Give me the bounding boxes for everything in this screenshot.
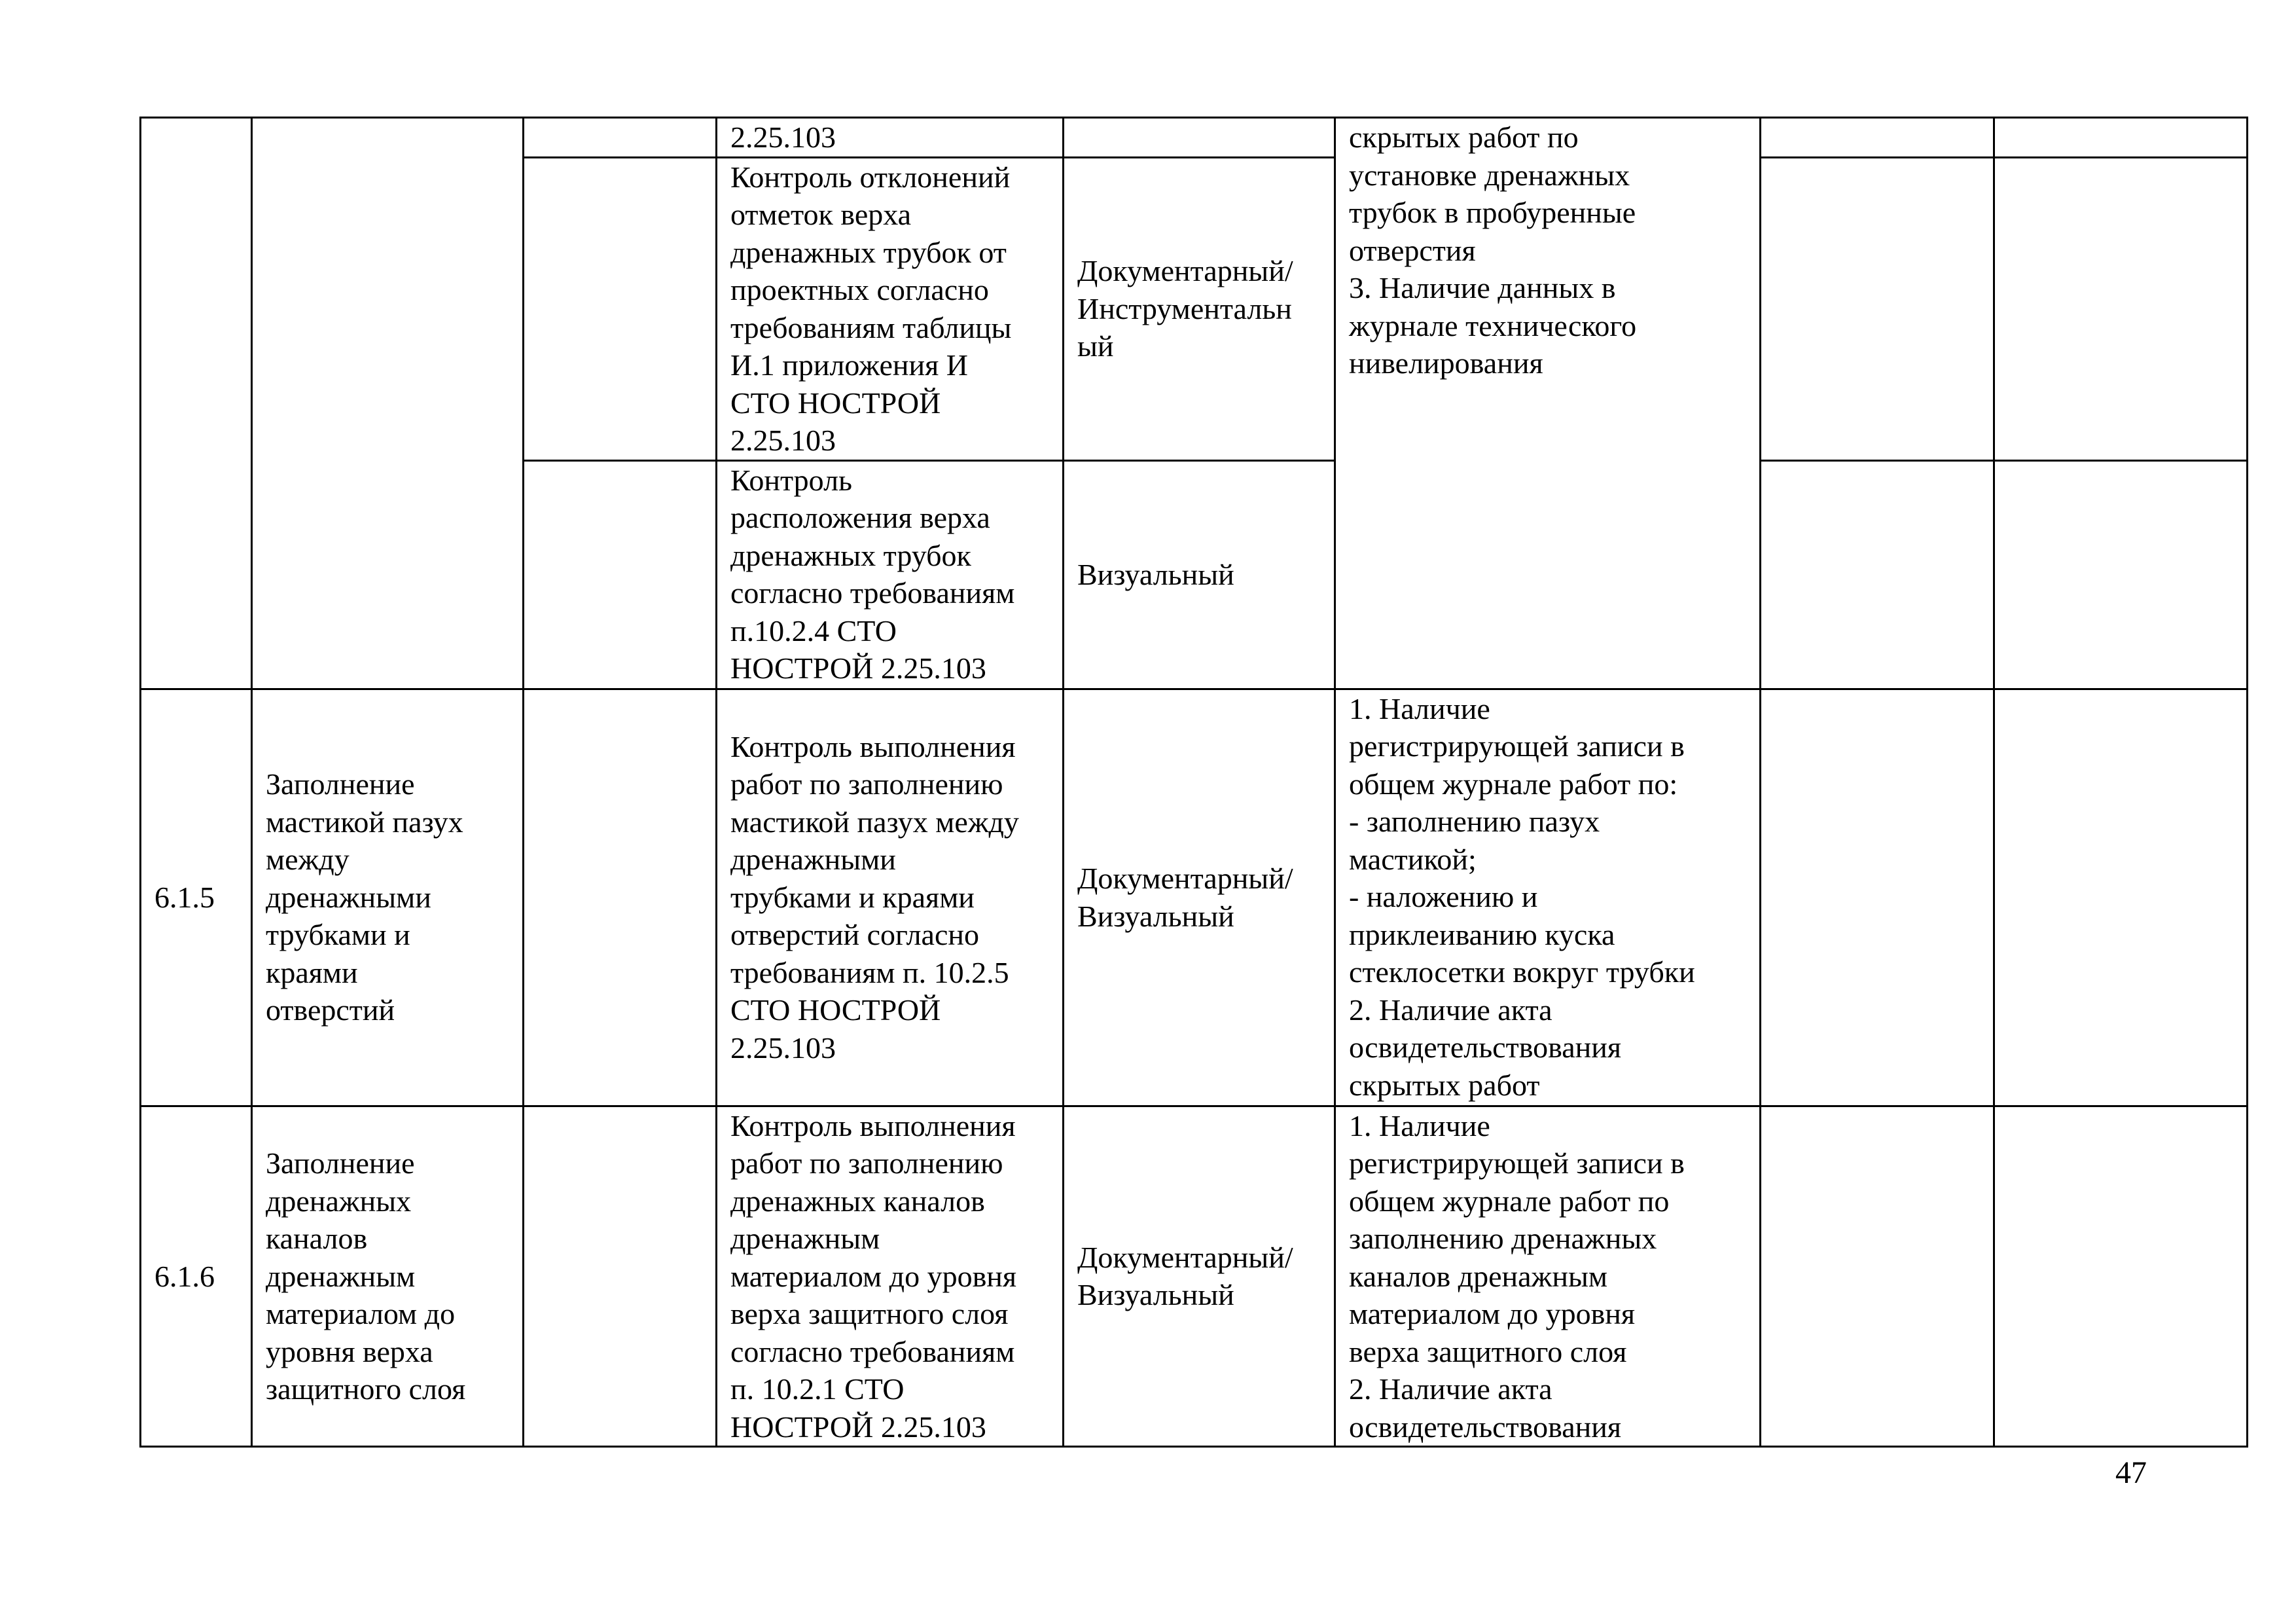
- cell-method: Документарный/ Визуальный: [1064, 689, 1335, 1106]
- cell-empty: [1761, 460, 1994, 689]
- cell-empty: [1994, 1106, 2248, 1447]
- cell-empty: [524, 1106, 717, 1447]
- cell-norm: Контроль выполнения работ по заполнению мастикой пазух между дренажными трубками и краями отверстий согласно требованиям п. 10.2.5 СТО НОСТРОЙ 2.25.103: [717, 689, 1064, 1106]
- cell-method: Документарный/ Инструментальн ый: [1064, 157, 1335, 460]
- cell-name: Заполнение дренажных каналов дренажным материалом до уровня верха защитного слоя: [252, 1106, 524, 1447]
- control-table: [139, 117, 2248, 1448]
- cell-empty: [1761, 689, 1994, 1106]
- cell-number: 6.1.5: [141, 689, 252, 1106]
- cell-empty: [1994, 689, 2248, 1106]
- cell-number-empty: [141, 118, 252, 689]
- cell-empty: [1994, 460, 2248, 689]
- cell-empty: [1761, 1106, 1994, 1447]
- cell-check: 1. Наличие регистрирующей записи в общем журнале работ по заполнению дренажных каналов дренажным материалом до уровня верха защитного слоя 2. Наличие акта освидетельствования: [1335, 1106, 1761, 1447]
- cell-method: Документарный/ Визуальный: [1064, 1106, 1335, 1447]
- cell-check: 1. Наличие регистрирующей записи в общем журнале работ по: - заполнению пазух мастикой; - наложению и приклеиванию куска стеклосетки вокруг трубки 2. Наличие акта освидетельствования скрытых работ: [1335, 689, 1761, 1106]
- cell-empty: [1064, 118, 1335, 158]
- cell-empty: [1994, 118, 2248, 158]
- table-row: [141, 118, 2248, 158]
- cell-check-continued: скрытых работ по установке дренажных трубок в пробуренные отверстия 3. Наличие данных в журнале технического нивелирования: [1335, 118, 1761, 689]
- cell-norm: Контроль отклонений отметок верха дренажных трубок от проектных согласно требованиям таблицы И.1 приложения И СТО НОСТРОЙ 2.25.103: [717, 157, 1064, 460]
- cell-empty: [524, 689, 717, 1106]
- cell-empty: [1994, 157, 2248, 460]
- cell-method: Визуальный: [1064, 460, 1335, 689]
- cell-empty: [1761, 157, 1994, 460]
- cell-name: Заполнение мастикой пазух между дренажными трубками и краями отверстий: [252, 689, 524, 1106]
- table-row: [141, 689, 2248, 1106]
- table-row: [141, 1106, 2248, 1447]
- cell-empty: [524, 118, 717, 158]
- cell-name-empty: [252, 118, 524, 689]
- cell-norm-continued: 2.25.103: [717, 118, 1064, 158]
- cell-empty: [524, 157, 717, 460]
- cell-empty: [1761, 118, 1994, 158]
- cell-empty: [524, 460, 717, 689]
- page-number: 47: [2115, 1455, 2147, 1490]
- cell-norm: Контроль расположения верха дренажных трубок согласно требованиям п.10.2.4 СТО НОСТРОЙ 2.25.103: [717, 460, 1064, 689]
- cell-number: 6.1.6: [141, 1106, 252, 1447]
- cell-norm: Контроль выполнения работ по заполнению дренажных каналов дренажным материалом до уровня верха защитного слоя согласно требованиям п. 10.2.1 СТО НОСТРОЙ 2.25.103: [717, 1106, 1064, 1447]
